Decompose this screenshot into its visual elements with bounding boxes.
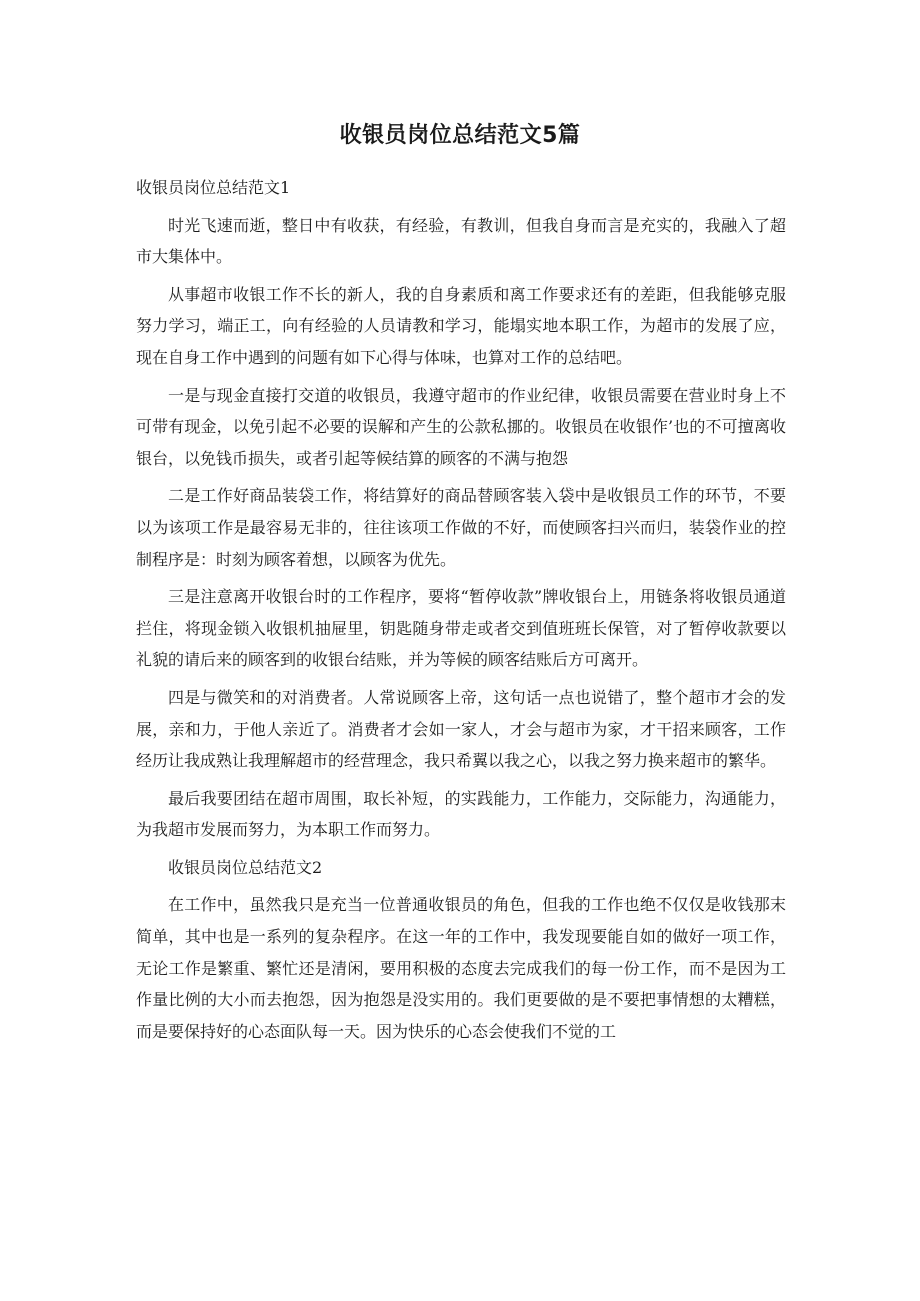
- paragraph: 在工作中，虽然我只是充当一位普通收银员的角色，但我的工作也绝不仅仅是收钱那末简单，其中也是一系列的复杂程序。在这一年的工作中，我发现要能自如的做好一项工作，无论工作是繁重、繁忙还是清闲，要用积极的态度去完成我们的每一份工作，而不是因为工作量比例的大小而去抱怨，因为抱怨是没实用的。我们更要做的是不要把事情想的太糟糕，而是要保持好的心态面队每一天。因为快乐的心态会使我们不觉的工: [136, 895, 786, 1041]
- paragraph: 二是工作好商品装袋工作，将结算好的商品替顾客装入袋中是收银员工作的环节，不要以为该项工作是最容易无非的，往往该项工作做的不好，而使顾客扫兴而归，装袋作业的控制程序是：时刻为顾客着想，以顾客为优先。: [136, 486, 786, 569]
- document-title: 收银员岗位总结范文5篇: [339, 123, 581, 148]
- paragraph: 最后我要团结在超市周围，取长补短，的实践能力，工作能力，交际能力，沟通能力，为我超市发展而努力，为本职工作而努力。: [136, 788, 786, 840]
- paragraph: 时光飞速而逝，整日中有收获，有经验，有教训，但我自身而言是充实的，我融入了超市大集体中。: [136, 215, 786, 267]
- section-heading: 收银员岗位总结范文2: [168, 857, 323, 877]
- paragraph: 一是与现金直接打交道的收银员，我遵守超市的作业纪律，收银员需要在营业时身上不可带有现金，以免引起不必要的误解和产生的公款私挪的。收银员在收银作’也的不可擅离收银台，以免钱币损失，或者引起等候结算的顾客的不满与抱怨: [136, 385, 786, 468]
- section-2: [136, 852, 786, 1048]
- paragraph: 从事超市收银工作不长的新人，我的自身素质和离工作要求还有的差距，但我能够克服努力学习，端正工，向有经验的人员请教和学习，能塌实地本职工作，为超市的发展了应，现在自身工作中遇到的问题有如下心得与体味，也算对工作的总结吧。: [136, 284, 786, 367]
- document-body: [136, 172, 786, 1053]
- paragraph: 四是与微笑和的对消费者。人常说顾客上帝，这句话一点也说错了，整个超市才会的发展，亲和力，于他人亲近了。消费者才会如一家人，才会与超市为家，才干招来顾客，工作经历让我成熟让我理解超市的经营理念，我只希翼以我之心，以我之努力换来超市的繁华。: [136, 687, 786, 771]
- section-1: [136, 172, 786, 846]
- paragraph: 三是注意离开收银台时的工作程序，要将“暂停收款”牌收银台上，用链条将收银员通道拦住，将现金锁入收银机抽屉里，钥匙随身带走或者交到值班班长保管，对了暂停收款要以礼貌的请后来的顾客到的收银台结账，并为等候的顾客结账后方可离开。: [136, 587, 786, 670]
- section-heading: 收银员岗位总结范文1: [136, 178, 291, 197]
